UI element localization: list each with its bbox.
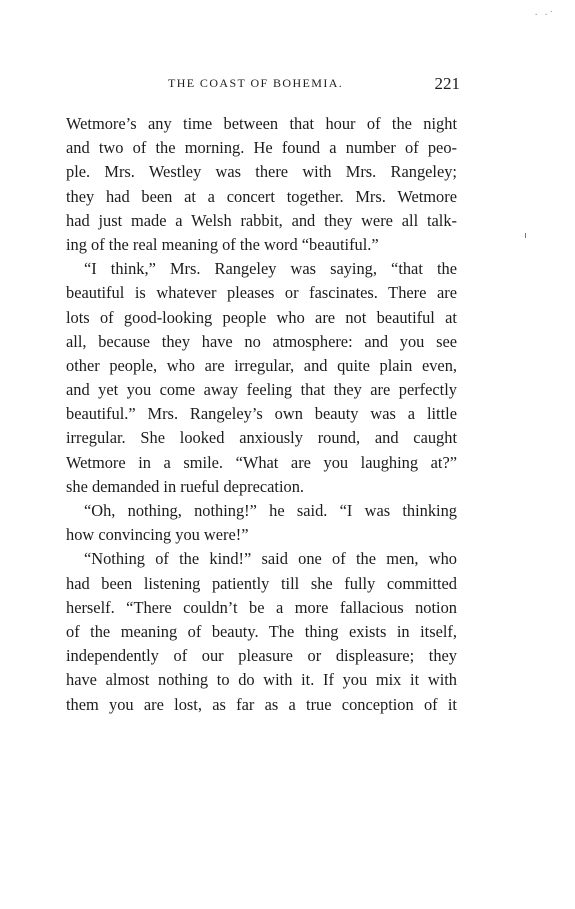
text-line: have almost nothing to do with it. If you mix it with (66, 670, 457, 690)
text-line: Wetmore in a smile. “What are you laughing at?” (66, 452, 457, 472)
text-line: them you are lost, as far as a true conception of it (66, 694, 457, 714)
text-line: how convincing you were!” (66, 525, 249, 545)
text-line: they had been at a concert together. Mrs. Wetmore (66, 186, 457, 206)
text-line: and two of the morning. He found a number of peo- (66, 138, 457, 158)
text-line: of the meaning of beauty. The thing exists in itself, (66, 621, 457, 641)
text-line: beautiful is whatever pleases or fascinates. There are (66, 283, 457, 303)
text-line: lots of good-looking people who are not beautiful at (66, 307, 457, 327)
body-text (66, 112, 457, 717)
text-line: Wetmore’s any time between that hour of the night (66, 114, 457, 133)
margin-mark (525, 233, 526, 238)
page-header (66, 74, 460, 94)
text-line: ing of the real meaning of the word “beautiful.” (66, 234, 379, 254)
text-line: had just made a Welsh rabbit, and they were all talk- (66, 210, 457, 230)
page-number: 221 (434, 74, 460, 93)
text-line: independently of our pleasure or displeasure; they (66, 646, 457, 666)
text-line: beautiful.” Mrs. Rangeley’s own beauty was a little (66, 404, 457, 424)
margin-specks: · ·˙ (534, 10, 555, 21)
text-line: other people, who are irregular, and quite plain even, (66, 355, 457, 375)
text-line: “I think,” Mrs. Rangeley was saying, “that the (84, 259, 457, 279)
running-title: THE COAST OF BOHEMIA. (168, 76, 344, 90)
text-line: “Oh, nothing, nothing!” he said. “I was thinking (84, 501, 457, 520)
text-line: irregular. She looked anxiously round, and caught (66, 428, 457, 448)
text-line: all, because they have no atmosphere: and you see (66, 331, 457, 351)
text-line: “Nothing of the kind!” said one of the men, who (84, 549, 457, 569)
text-line: herself. “There couldn’t be a more fallacious notion (66, 597, 457, 617)
text-line: ple. Mrs. Westley was there with Mrs. Rangeley; (66, 162, 457, 182)
text-line: she demanded in rueful deprecation. (66, 476, 305, 496)
text-line: had been listening patiently till she fully committed (66, 573, 457, 593)
text-line: and yet you come away feeling that they are perfectly (66, 380, 457, 400)
